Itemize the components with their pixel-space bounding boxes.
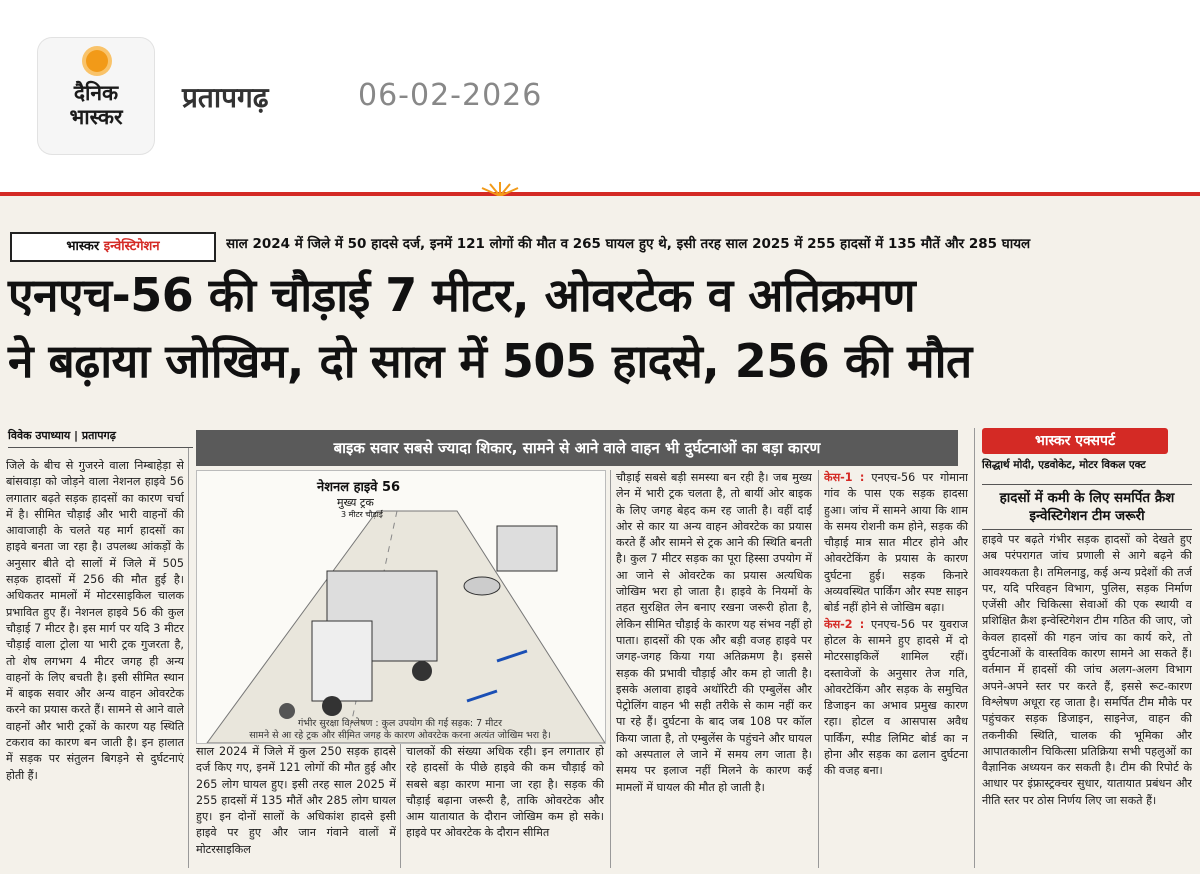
figure-subtitle: मुख्य ट्रक bbox=[337, 496, 374, 509]
figure-subtitle2: 3 मीटर चौड़ाई bbox=[341, 510, 383, 519]
highway-diagram bbox=[197, 471, 605, 743]
column-divider bbox=[974, 428, 975, 868]
column-divider bbox=[610, 470, 611, 868]
headline-line2: ने बढ़ाया जोखिम, दो साल में 505 हादसे, 256 की मौत bbox=[8, 334, 972, 388]
headline bbox=[8, 262, 1198, 394]
figure-title: नेशनल हाइवे 56 bbox=[317, 480, 401, 495]
tag-suffix: इन्वेस्टिगेशन bbox=[103, 239, 160, 254]
sun-icon bbox=[86, 50, 108, 72]
dainik-bhaskar-logo[interactable] bbox=[38, 38, 154, 154]
case2-text: एनएच-56 पर युवराज होटल के सामने हुए हादसे में दो मोटरसाइकिलें शामिल रहीं। दस्तावेजों के अनुसार तेज गति, ओवरटेकिंग और सड़क के समुचित डिजाइन का अभाव प्रमुख कारण रहा। होटल व आसपास अवैध पार्किंग, स्पीड लिमिट बोर्ड का न होना और सड़क का ढलान दुर्घटना की वजह बना। bbox=[824, 617, 968, 778]
sun-rays-icon bbox=[470, 178, 530, 196]
article-column-1: जिले के बीच से गुजरने वाला निम्बाहेड़ा से बांसवाड़ा को जोड़ने वाला नेशनल हाइवे 56 लगातार बढ़ते सड़क हादसों का कारण चर्चा में है। सीमित चौड़ाई और भारी वाहनों की आवाजाही के चलते यह मार्ग हादसों का हाइवे बनता जा रहा है। उपलब्ध आंकड़ों के अनुसार बीते दो सालों में जिले में 505 सड़क हादसों में 256 की मौत हुई है। अधिकतर मामलों में मोटरसाइकिल चालक प्रभावित हुए हैं। नेशनल हाइवे 56 की कुल चौड़ाई 7 मीटर है। इस मार्ग पर यदि 3 मीटर चौड़ाई वाला ट्रोला या भारी ट्रक गुजरता है, तो शेष लगभग 4 मीटर जगह ही अन्य वाहनों के लिए बचती है। इसी सीमित स्थान में बाइक सवार और अन्य वाहन ओवरटेक करने का प्रयास करते हैं। सामने से आने वाले वाहनों और भारी ट्रकों के कारण यह स्थिति टकराव का कारण बन जाती है। इन हालात में सड़क पर संतुलन बिगड़ने से दुर्घटनाएं होती हैं। bbox=[6, 459, 184, 782]
article-column-3: चालकों की संख्या अधिक रही। इन लगातार हो रहे हादसों के पीछे हाइवे की कम चौड़ाई को सबसे बड़ा कारण माना जा रहा है। सड़क की चौड़ाई बढ़ाना जरूरी है, ताकि ओवरटेक और आम यातायात के दौरान जोखिम कम हो सके। हाइवे पर ओवरटेक के दौरान सीमित bbox=[406, 745, 604, 840]
logo-line2: भास्कर bbox=[69, 105, 123, 129]
case2-label: केस-2 : bbox=[824, 617, 865, 631]
kicker-line: साल 2024 में जिले में 50 हादसे दर्ज, इनमें 121 लोगों की मौत व 265 घायल हुए थे, इसी तरह साल 2025 में 255 हादसों में 135 मौतें और 285 घायल bbox=[226, 236, 1031, 252]
article-column-2: साल 2024 में जिले में कुल 250 सड़क हादसे दर्ज किए गए, इनमें 121 लोगों की मौत हुई और 265 लोग घायल हुए। इसी तरह साल 2025 में 255 हादसों में 135 मौतें और 285 लोग घायल हुए। इन दोनों सालों के अधिकांश हादसे इसी हाइवे पर हुए और जान गंवाने वालों में मोटरसाइकिल bbox=[196, 745, 396, 856]
byline: विवेक उपाध्याय | प्रतापगढ़ bbox=[8, 428, 193, 448]
expert-tag: भास्कर एक्सपर्ट bbox=[982, 428, 1168, 454]
truck-illustration bbox=[196, 470, 606, 744]
column-divider bbox=[400, 744, 401, 868]
expert-name: सिद्धार्थ मोदी, एडवोकेट, मोटर विकल एक्ट bbox=[982, 459, 1146, 471]
figure-caption-line1: गंभीर सुरक्षा विश्लेषण : कुल उपयोग की गई सड़क: 7 मीटर bbox=[297, 718, 503, 729]
column-divider bbox=[188, 448, 189, 868]
expert-body: हाइवे पर बढ़ते गंभीर सड़क हादसों को देखते हुए अब परंपरागत जांच प्रणाली से आगे बढ़ने की आवश्यकता है। तमिलनाडु, कई अन्य प्रदेशों की तर्ज पर, यदि परिवहन विभाग, पुलिस, सड़क निर्माण एजेंसी और चिकित्सा सेवाओं की एक स्थायी व प्रशिक्षित क्रैश इन्वेस्टिगेशन टीम गठित की जाए, जो केवल हादसों की गहन जांच का कार्य करे, तो दुर्घटनाओं के वास्तविक कारण सामने आ सकते हैं। वर्तमान में हादसों की जांच अलग-अलग विभाग अपने-अपने स्तर पर करते हैं, इससे रूट-कारण विश्लेषण अधूरा रह जाता है। समर्पित टीम मौके पर पहुंचकर सड़क डिजाइन, साइनेज, वाहन की तकनीकी स्थिति, चालक की भूमिका और आपातकालीन चिकित्सा प्रतिक्रिया सभी पहलुओं का वैज्ञानिक अध्ययन कर सकती है। टीम की रिपोर्ट के आधार पर इंफ्रास्ट्रक्चर सुधार, यातायात प्रबंधन और नीति स्तर पर ठोस निर्णय लिए जा सकते हैं। bbox=[982, 533, 1192, 807]
column-divider bbox=[818, 470, 819, 868]
figure-caption-line2: सामने से आ रहे ट्रक और सीमित जगह के कारण ओवरटेक करना अत्यंत जोखिम भरा है। bbox=[249, 730, 551, 741]
logo-line1: दैनिक bbox=[73, 81, 119, 105]
investigation-tag bbox=[10, 232, 216, 262]
section-banner: बाइक सवार सबसे ज्यादा शिकार, सामने से आने वाले वाहन भी दुर्घटनाओं का बड़ा कारण bbox=[196, 430, 958, 466]
masthead-rule bbox=[0, 192, 1200, 196]
case1-text: एनएच-56 पर गोमाना गांव के पास एक सड़क हादसा हुआ। जांच में सामने आया कि शाम के समय रोशनी कम होने, सड़क की चौड़ाई मात्र सात मीटर होने और ओवरटेकिंग के प्रयास के कारण दुर्घटना हुई। सड़क किनारे अव्यवस्थित पार्किंग और स्पष्ट साइन बोर्ड नहीं होने से जोखिम बढ़ा। bbox=[824, 471, 968, 615]
tag-prefix: भास्कर bbox=[66, 239, 100, 254]
case-column bbox=[824, 470, 968, 868]
app-header bbox=[0, 0, 1200, 172]
edition-date: 06-02-2026 bbox=[358, 78, 543, 113]
expert-heading: हादसों में कमी के लिए समर्पित क्रैश इन्वेस्टिगेशन टीम जरूरी bbox=[982, 484, 1192, 530]
case1-label: केस-1 : bbox=[824, 471, 865, 484]
article-column-4: चौड़ाई सबसे बड़ी समस्या बन रही है। जब मुख्य लेन में भारी ट्रक चलता है, तो बायीं ओर बाइक के लिए जगह बेहद कम रह जाती है। वहीं दाईं ओर से कार या अन्य वाहन ओवरटेक का प्रयास करते हैं और सामने से ट्रक आने की स्थिति बनती है। कुल 7 मीटर सड़क का पूरा हिस्सा उपयोग में आ जाने से ओवरटेक का प्रयास अत्यधिक जोखिम भरा हो जाता है। हाइवे के नियमों के तहत सुरक्षित लेन बनाए रखना जरूरी होता है, लेकिन सीमित चौड़ाई के कारण यह संभव नहीं हो पाता। हादसों की एक और बड़ी वजह हाइवे पर जगह-जगह किया गया अतिक्रमण है। इससे सड़क की प्रभावी चौड़ाई और कम हो जाती है। इसके अलावा हाइवे अथॉरिटी की एम्बुलेंस और पेट्रोलिंग वाहन भी सही तरीके से काम नहीं कर पा रहे हैं। दुर्घटना के बाद जब 108 पर कॉल किया जाता है, तो एम्बुलेंस के पहुंचने और घायल को अस्पताल ले जाने में समय लग जाता है। समय पर इलाज नहीं मिलने के कारण कई मामलों में घायल की मौत हो जाती है। bbox=[616, 471, 812, 794]
headline-line1: एनएच-56 की चौड़ाई 7 मीटर, ओवरटेक व अतिक्रमण bbox=[8, 268, 916, 322]
edition-location[interactable]: प्रतापगढ़ bbox=[182, 81, 269, 114]
figure-caption bbox=[196, 718, 604, 742]
